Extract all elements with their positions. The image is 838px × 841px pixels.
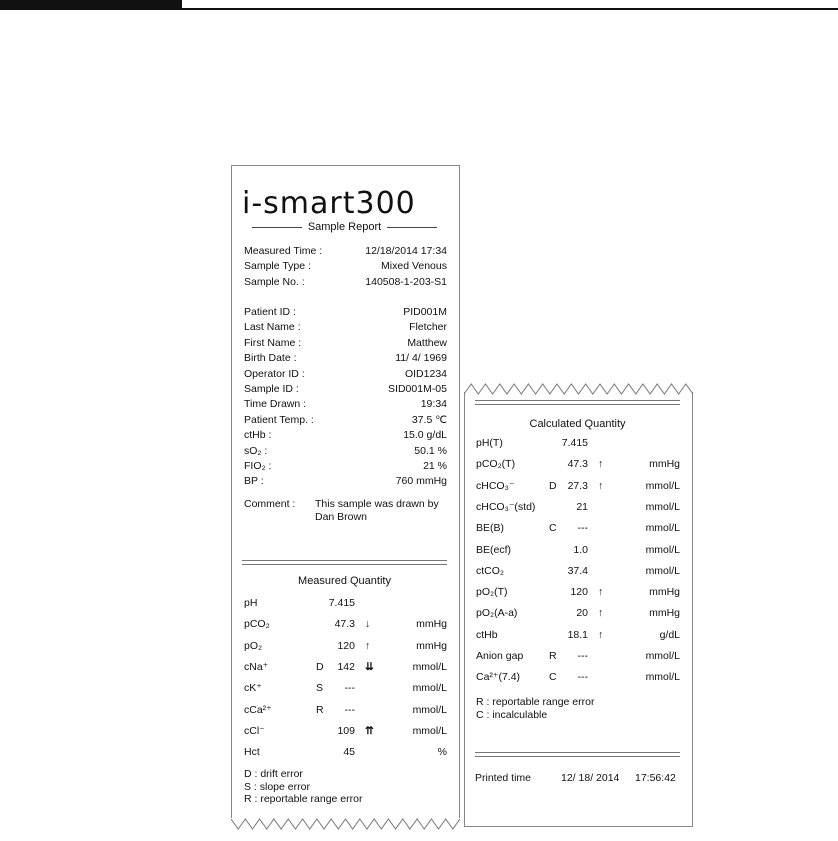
- measured-name: cCl⁻: [244, 724, 265, 737]
- sample-report-receipt: [231, 165, 460, 818]
- info-label: Operator ID :: [244, 367, 305, 380]
- calculated-name: pO₂(A-a): [476, 607, 518, 620]
- measured-value: 120: [337, 639, 355, 652]
- calculated-name: pO₂(T): [476, 586, 508, 599]
- calculated-flag: D: [549, 479, 557, 492]
- torn-edge-bottom: [231, 817, 460, 831]
- measured-value: 7.415: [328, 597, 355, 609]
- calculated-unit: mmol/L: [645, 500, 680, 513]
- bottom-divider: [475, 752, 680, 757]
- calculated-value: ---: [577, 671, 588, 684]
- info-value: 12/18/2014 17:34: [365, 245, 447, 257]
- calculated-flag: C: [549, 522, 557, 535]
- info-label: Last Name :: [244, 321, 301, 334]
- info-value: 15.0 g/dL: [403, 429, 447, 442]
- measured-name: cNa⁺: [244, 660, 269, 673]
- measured-unit: mmol/L: [412, 682, 447, 695]
- report-subtitle-text: Sample Report: [307, 221, 382, 233]
- top-divider: [475, 400, 680, 405]
- calculated-arrow: ↑: [598, 607, 604, 620]
- measured-quantity-title: Measured Quantity: [298, 575, 391, 587]
- comment-label: Comment :: [244, 498, 296, 510]
- measured-unit: %: [437, 746, 447, 759]
- measured-unit: mmol/L: [412, 703, 447, 716]
- torn-edge-top: [464, 382, 693, 396]
- measured-flag: D: [316, 660, 324, 673]
- printed-time: 17:56:42: [635, 772, 676, 784]
- calculated-unit: mmol/L: [645, 479, 680, 492]
- calculated-name: pH(T): [476, 437, 503, 449]
- calculated-unit: mmol/L: [645, 564, 680, 577]
- info-value: 21 %: [423, 460, 447, 472]
- calculated-name: ctCO₂: [476, 564, 504, 577]
- measured-flag: R: [316, 703, 324, 716]
- measured-value: 109: [337, 724, 355, 737]
- calculated-arrow: ↑: [598, 458, 604, 471]
- calculated-value: 21: [576, 500, 588, 513]
- legend-line: C : incalculable: [476, 708, 548, 721]
- calculated-value: 7.415: [561, 437, 588, 449]
- calculated-arrow: ↑: [598, 586, 604, 599]
- info-label: Measured Time :: [244, 245, 323, 257]
- calculated-value: 20: [576, 607, 588, 620]
- measured-name: cK⁺: [244, 682, 262, 695]
- measured-flag: S: [316, 682, 324, 695]
- calculated-value: 47.3: [567, 458, 588, 471]
- calculated-arrow: ↑: [598, 628, 604, 641]
- legend-line: S : slope error: [244, 780, 310, 793]
- info-label: sO₂ :: [244, 444, 268, 457]
- calculated-value: 18.1: [567, 628, 588, 641]
- calculated-name: cHCO₃⁻: [476, 479, 515, 492]
- measured-value: ---: [344, 682, 355, 695]
- comment-line-1: This sample was drawn by: [315, 498, 439, 510]
- calculated-name: ctHb: [476, 628, 498, 641]
- info-label: ctHb :: [244, 429, 272, 442]
- page-header-rule: [0, 8, 838, 10]
- measured-value: 142: [337, 660, 355, 673]
- measured-unit: mmol/L: [412, 660, 447, 673]
- info-value: Matthew: [407, 336, 447, 349]
- calculated-name: cHCO₃⁻(std): [476, 500, 536, 513]
- measured-value: 47.3: [334, 618, 355, 631]
- measured-value: ---: [344, 703, 355, 716]
- info-label: Time Drawn :: [244, 398, 307, 411]
- subtitle-rule-right: [387, 227, 437, 228]
- measured-arrow: ⇊: [365, 660, 374, 673]
- info-label: Patient ID :: [244, 306, 296, 318]
- info-value: 760 mmHg: [395, 475, 447, 488]
- calculated-name: BE(ecf): [476, 543, 512, 556]
- info-value: 11/ 4/ 1969: [395, 352, 447, 365]
- info-value: Fletcher: [409, 321, 447, 334]
- calculated-arrow: ↑: [598, 479, 604, 492]
- calculated-unit: mmol/L: [645, 543, 680, 556]
- measured-name: pO₂: [244, 639, 263, 652]
- calculated-quantity-receipt: [464, 392, 693, 827]
- calculated-value: 120: [570, 586, 588, 599]
- calculated-unit: mmHg: [649, 586, 680, 599]
- calculated-name: pCO₂(T): [476, 458, 516, 471]
- measured-arrow: ⇈: [365, 724, 374, 737]
- legend-line: R : reportable range error: [244, 793, 363, 805]
- measured-unit: mmol/L: [412, 724, 447, 737]
- calculated-unit: mmol/L: [645, 671, 680, 684]
- report-subtitle: [242, 221, 447, 233]
- section-divider: [242, 560, 447, 565]
- comment-line-2: Dan Brown: [315, 511, 367, 523]
- info-label: Sample Type :: [244, 260, 311, 273]
- info-value: PID001M: [403, 306, 447, 318]
- calculated-unit: g/dL: [659, 628, 680, 641]
- info-label: Sample No. :: [244, 275, 305, 288]
- info-label: FIO₂ :: [244, 460, 272, 472]
- calculated-flag: C: [549, 671, 557, 684]
- calculated-unit: mmol/L: [645, 650, 680, 662]
- measured-unit: mmHg: [416, 618, 447, 631]
- calculated-unit: mmol/L: [645, 522, 680, 535]
- info-label: Birth Date :: [244, 352, 297, 365]
- info-value: SID001M-05: [388, 383, 447, 395]
- measured-arrow: ↓: [365, 618, 371, 631]
- calculated-value: 37.4: [567, 564, 588, 577]
- calculated-flag: R: [549, 650, 557, 662]
- measured-arrow: ↑: [365, 639, 371, 652]
- calculated-value: 27.3: [567, 479, 588, 492]
- printed-time-label: Printed time: [475, 772, 532, 784]
- measured-name: cCa²⁺: [244, 703, 272, 716]
- info-value: 140508-1-203-S1: [365, 275, 447, 288]
- measured-name: pH: [244, 597, 258, 609]
- calculated-name: BE(B): [476, 522, 505, 535]
- calculated-name: Anion gap: [476, 650, 524, 662]
- info-label: Patient Temp. :: [244, 413, 314, 426]
- info-value: 50.1 %: [414, 444, 447, 457]
- calculated-unit: mmHg: [649, 607, 680, 620]
- info-value: OID1234: [404, 367, 447, 380]
- calculated-value: 1.0: [573, 543, 588, 556]
- printed-date: 12/ 18/ 2014: [561, 772, 620, 784]
- calculated-value: ---: [577, 522, 588, 535]
- calculated-unit: mmHg: [649, 458, 680, 471]
- info-label: First Name :: [244, 336, 302, 349]
- info-value: Mixed Venous: [381, 260, 447, 273]
- calculated-name: Ca²⁺(7.4): [476, 671, 521, 684]
- measured-name: Hct: [244, 746, 260, 759]
- brand-logo: i-smart300: [242, 186, 416, 221]
- info-value: 37.5 ℃: [411, 413, 447, 426]
- measured-value: 45: [343, 746, 355, 759]
- calculated-value: ---: [577, 650, 588, 662]
- calculated-quantity-title: Calculated Quantity: [529, 418, 626, 430]
- legend-line: D : drift error: [244, 768, 303, 780]
- info-value: 19:34: [420, 398, 447, 411]
- measured-name: pCO₂: [244, 618, 270, 631]
- subtitle-rule-left: [252, 227, 302, 228]
- info-label: BP :: [244, 475, 264, 488]
- measured-unit: mmHg: [416, 639, 447, 652]
- legend-line: R : reportable range error: [476, 696, 595, 708]
- info-label: Sample ID :: [244, 383, 299, 395]
